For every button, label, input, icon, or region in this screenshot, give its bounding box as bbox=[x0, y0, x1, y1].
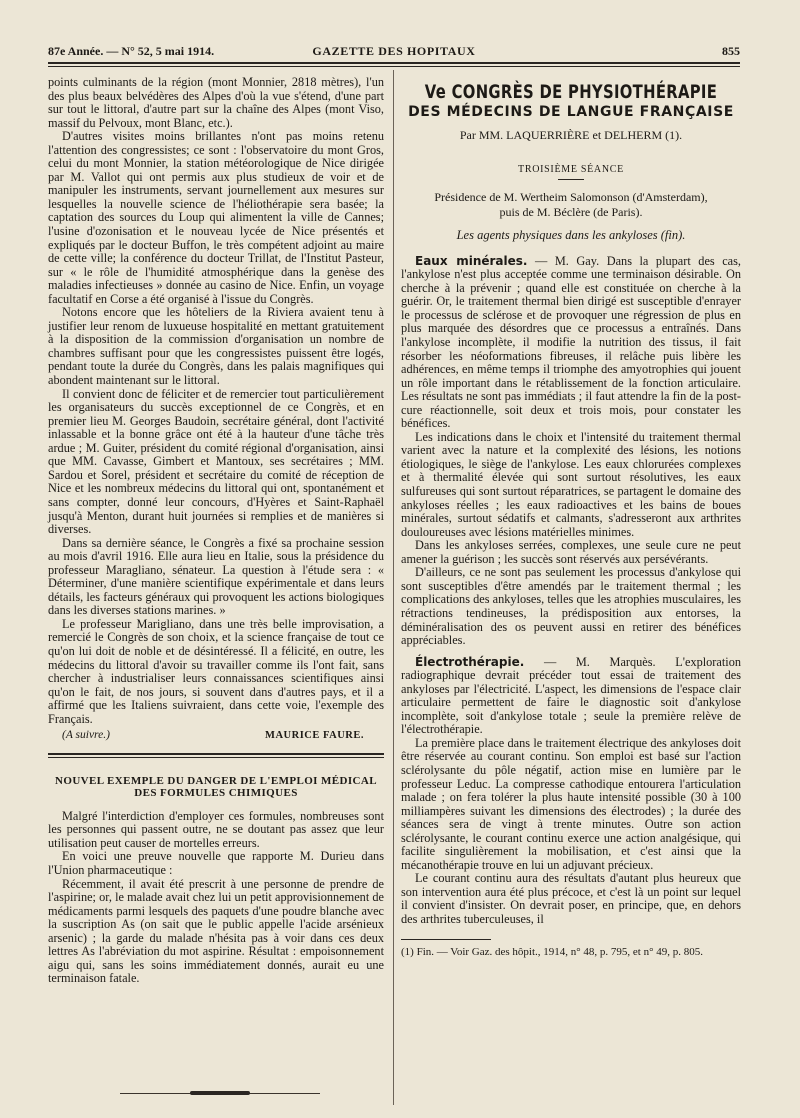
authors-line: Par MM. LAQUERRIÈRE et DELHERM (1). bbox=[459, 128, 683, 143]
paragraph: Le professeur Marigliano, dans une très belle improvisation, a remercié le Congrès de son choix, et la science française de tout ce qu'on lui doit de noble et de désintéressé. Il a félicité, en outre, les médecins du littoral d'avoir su travailler comme ils l'ont fait, sans chercher à industrialiser leurs connaissances scientifiques ainsi qu'on le fait, de nos jours, si souvent dans d'autres pays, et il a affirmé que les Italiens suivraient, dans cette voie, l'exemple des Français. bbox=[48, 616, 384, 726]
paragraph: Eaux minérales. — M. Gay. Dans la plupart des cas, l'ankylose n'est plus acceptée comme une terminaison désirable. On cherche à la prévenir ; quand elle est constituée on cherche à la guérir. Or, le traitement thermal bien dirigé est susceptible d'enrayer le processus de sclérose et de provoquer une régression de plus en plus marquée des désordres que ce processus a entraînés. Dans l'ankylose incomplète, il modifie la nutrition des tissus, il fait résorber les néoformations fibreuses, il relâche puis libère les adhérences, en même temps il triomphe des amyotrophies qui jouent un rôle important dans le rétablissement de la fonction articulaire. Les résultats ne sont pas immédiats ; il faut attendre la fin de la post-cure réactionnelle, soit deux et trois mois, pour constater les bénéfices. bbox=[401, 253, 742, 431]
congress-title: Ve CONGRÈS DE PHYSIOTHÉRAPIE bbox=[424, 81, 718, 103]
paragraph: Dans sa dernière séance, le Congrès a fixé sa prochaine session au mois d'avril 1916. Elle aura lieu en Italie, sous la présidence du professeur Maragliano, sénateur. La question à l'étude sera : « Déterminer, d'une manière scientifique expérimentale et dans leurs détails, les facteurs généraux qui provoquent les actions biologiques dans les diverses stations marines. » bbox=[48, 535, 384, 618]
header-rule bbox=[48, 62, 740, 64]
paragraph: Récemment, il avait été prescrit à une personne de prendre de l'aspirine; or, le malade avait chez lui un petit approvisionnement de médicaments parmi lesquels des paquets d'une poudre blanche avec la suscription As (on sait que le public appelle l'acide arsénieux arsenic) ; la garde du malade n'hésita pas à voir dans ces deux lettres As l'abréviation du mot aspirine. Résultat : empoisonnement aigu qui, sans les soins immédiatement donnés, aurait eu une terminaison fatale. bbox=[48, 876, 384, 986]
paragraph: Le courant continu aura des résultats d'autant plus heureux que son intervention aura été plus précoce, et c'est là un point sur lequel il convient d'insister. On devrait poser, en principe, que, en dehors des arthrites tuberculeuses, il bbox=[401, 871, 741, 926]
header-rule-thin bbox=[48, 66, 740, 67]
paragraph: Dans les ankyloses serrées, complexes, une seule cure ne peut amener la guérison ; les succès sont réservés aux persévérants. bbox=[401, 538, 741, 566]
footnote: (1) Fin. — Voir Gaz. des hôpit., 1914, n° 48, p. 795, et n° 49, p. 805. bbox=[401, 945, 704, 958]
a-suivre-note: (A suivre.) bbox=[62, 729, 110, 742]
paragraph: Notons encore que les hôteliers de la Riviera avaient tenu à justifier leur renom de luxueuse hospitalité en mettant gratuitement à la disposition de la commission d'organisation un nombre de chambres suffisant pour que les congressistes puissent être logés, pendant toute la durée du Congrès, dans les palais magnifiques qui abondent maintenant sur le littoral. bbox=[48, 305, 384, 388]
paragraph: Il convient donc de féliciter et de remercier tout particulièrement les organisateurs du succès exceptionnel de ce Congrès, et en premier lieu M. Georges Baudoin, secrétaire général, dont l'activité inlassable et la bonne grâce ont été à la hauteur d'une tâche très ardue ; M. Guiter, président du comité régional d'organisation, ainsi que MM. Cavasse, Gimbert et Mantoux, ses secrétaires ; MM. Sardou et Sorel, président et secrétaire du comité de réception de Nice et les nombreux médecins du littoral qui ont, spontanément et sans compter, donné leur concours, d'Hyères et Saint-Raphaël jusqu'à Menton, durant huit journées si remplies et de manières si diverses. bbox=[48, 386, 384, 537]
issue-info: 87e Année. — N° 52, 5 mai 1914. bbox=[48, 44, 215, 58]
paragraph: Malgré l'interdiction d'employer ces formules, nombreuses sont les personnes qui passent outre, ne se doutant pas assez que leur utilisation peut causer de mortelles erreurs. bbox=[48, 808, 384, 850]
seance-title: TROISIÈME SÉANCE bbox=[518, 163, 624, 175]
journal-title: GAZETTE DES HOPITAUX bbox=[312, 44, 476, 58]
congress-subtitle: DES MÉDECINS DE LANGUE FRANÇAISE bbox=[408, 103, 734, 120]
paragraph: D'autres visites moins brillantes n'ont pas moins retenu l'attention des congressistes; ce sont : l'observatoire du mont Gros, celui du mont Monnier, la station météorologique de Nice dirigée par M. Vallot qui ont permis aux plus studieux de voir et de manipuler les instruments, servant journellement aux mesures sur lesquelles la nouvelle science de l'héliothérapie sera basée; la captation des sources du Loup qui alimentent la ville de Cannes; l'usine d'ozonisation et le nouveau lycée de Nice présentés et expliqués par le docteur Buffon, le très compétent adjoint au maire de cette ville; la conférence du docteur Trillat, de l'Institut Pasteur, sur « le rôle de l'humidité atmosphérique dans la genèse des maladies infectieuses » donnée au casino de Nice. Enfin, un voyage facultatif en Corse a été organisé à l'issue du Congrès. bbox=[48, 129, 384, 306]
short-rule bbox=[558, 179, 584, 180]
section-heading-eaux: Eaux minérales. bbox=[415, 253, 528, 268]
footnote-rule bbox=[401, 939, 491, 940]
paragraph: D'ailleurs, ce ne sont pas seulement les processus d'ankylose qui sont susceptibles d'être amendés par le traitement thermal ; les complications des ankyloses, telles que les atrophies musculaires, les rétractions tendineuses, la prédisposition aux entorses, la déminéralisation des os peuvent aussi en retirer des bénéfices appréciables. bbox=[401, 565, 741, 648]
page-number: 855 bbox=[722, 44, 740, 58]
right-column bbox=[401, 76, 741, 959]
article-signoff bbox=[48, 729, 384, 743]
article-separator bbox=[48, 749, 384, 763]
author-signature: MAURICE FAURE. bbox=[265, 730, 364, 742]
paragraph: points culminants de la région (mont Monnier, 2818 mètres), l'un des plus beaux belvédères des Alpes d'où la vue s'étend, d'une part sur tout le littoral, d'autre part sur la chaîne des Alpes (mont Viso, massif du Pelvoux, mont Blanc, etc.). bbox=[48, 75, 384, 130]
paragraph: Électrothérapie. — M. Marquès. L'exploration radiographique devrait précéder tout essai de traitement des ankyloses par l'électricité. L'aspect, les dimensions de l'espace clair articulaire permettent de faire le diagnostic soit d'ankylose incomplète, soit d'ankylose totale ; seule la première relève de l'électrothérapie. bbox=[401, 654, 741, 737]
presidence: Présidence de M. Wertheim Salomonson (d'Amsterdam), puis de M. Béclère (de Paris). bbox=[434, 190, 708, 220]
session-topic: Les agents physiques dans les ankyloses (fin). bbox=[456, 228, 686, 243]
paragraph: En voici une preuve nouvelle que rapporte M. Durieu dans l'Union pharmaceutique : bbox=[48, 849, 384, 877]
bottom-ornament bbox=[120, 1090, 320, 1098]
paragraph: La première place dans le traitement électrique des ankyloses doit être réservée au courant continu. Son emploi est basé sur l'action sclérolysante du pôle négatif, action mise en lumière par le professeur Leduc. La compresse cathodique entourera l'articulation malade ; on fera tolérer la plus haute intensité possible (30 à 100 milliampères suivant les dimensions des électrodes) ; la durée des séances sera de vingt à trente minutes. Outre son action sclérolysante, le courant continu exerce une action analgésique, qui facilite singulièrement la mobilisation, et c'est ainsi que la mécanothérapie trouve en lui un adjuvant précieux. bbox=[401, 735, 741, 872]
column-divider bbox=[393, 70, 394, 1105]
article-title: NOUVEL EXEMPLE DU DANGER DE L'EMPLOI MÉDICAL DES FORMULES CHIMIQUES bbox=[55, 774, 377, 800]
left-column bbox=[48, 76, 384, 986]
section-heading-electro: Électrothérapie. bbox=[415, 654, 525, 669]
page-header bbox=[48, 42, 740, 62]
paragraph: Les indications dans le choix et l'intensité du traitement thermal varient avec la nature et la complexité des lésions, les notions étiologiques, le siège de l'ankylose. Les eaux chlorurées complexes et à thermalité élevée qui sont surtout résolutives, les eaux sulfureuses qui sont surtout réparatrices, se partagent le domaine des ankyloses réelles ; les eaux radioactives et les bains de boues minérales, surtout sédatifs et calmants, s'adresseront aux arthrites douloureuses avec lésions matérielles minimes. bbox=[401, 429, 741, 539]
